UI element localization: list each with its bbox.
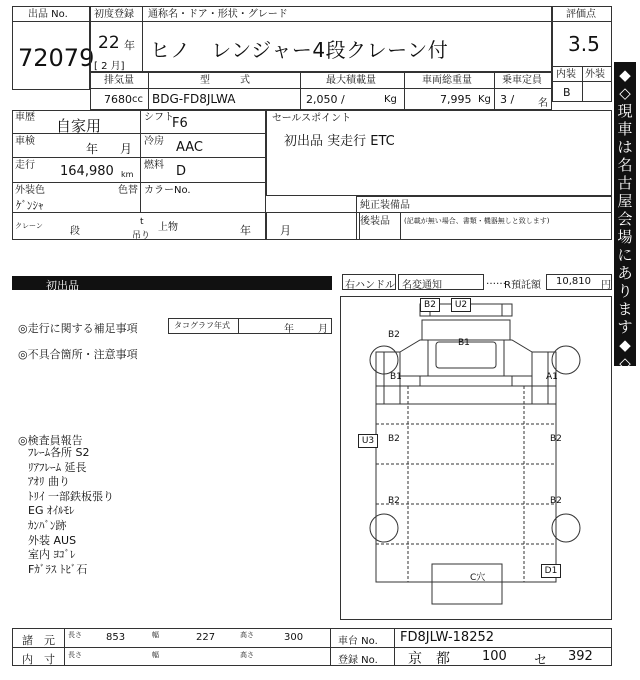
report-item: 室内 ﾖｺﾞﾚ <box>28 548 76 562</box>
report-item: EG ｵｲﾙﾓﾚ <box>28 504 75 518</box>
gross-weight-unit: Kg <box>478 94 491 105</box>
grade-label: 評価点 <box>566 9 596 20</box>
mark-d1: D1 <box>541 564 561 578</box>
banner-char: に <box>617 246 633 264</box>
model-type: BDG-FD8JLWA <box>152 92 236 106</box>
mark-b2-left-front: B2 <box>388 330 400 340</box>
first-reg-month: [ 2 月] <box>94 61 125 72</box>
banner-char: 古 <box>617 174 633 192</box>
inner-height-label: 高さ <box>240 651 254 659</box>
color-value: ｹﾞﾝｼｬ <box>16 199 44 212</box>
report-item: 外装 AUS <box>28 533 77 547</box>
mark-u2-top: U2 <box>451 298 471 312</box>
model-name-label: 通称名・ドア・形状・グレード <box>148 9 288 20</box>
banner-char: 会 <box>617 210 633 228</box>
travel-notes-label: ◎走行に関する補足事項 <box>18 322 138 335</box>
width-value: 227 <box>196 632 216 643</box>
displacement-unit: cc <box>132 94 143 105</box>
history-value: 自家用 <box>56 117 102 135</box>
banner-char: ◇ <box>619 354 631 372</box>
mark-b2-bed-right: B2 <box>550 434 562 444</box>
steering-value: 右ハンドル <box>345 280 395 291</box>
interior-grade: B <box>563 86 571 99</box>
tachograph-label: タコグラフ年式 <box>174 321 230 330</box>
inspection-year-unit: 年 <box>86 142 99 156</box>
retrofit-note: (記載が無い場合、書類・機器無しと致します) <box>404 217 550 225</box>
inspector-report-list <box>28 446 114 577</box>
registration-label: 登録 No. <box>338 655 378 666</box>
defects-label: ◎不具合箇所・注意事項 <box>18 348 138 361</box>
banner-char: ◇ <box>619 84 631 102</box>
banner-char: 現 <box>617 102 633 120</box>
banner-char: す <box>617 318 633 336</box>
inner-dims-label: 内 寸 <box>22 653 55 666</box>
length-value: 853 <box>106 632 126 643</box>
overall-grade: 3.5 <box>568 32 600 56</box>
tachograph-month-unit: 月 <box>318 324 328 335</box>
banner-char: ま <box>617 300 633 318</box>
banner-char: は <box>617 138 633 156</box>
height-value: 300 <box>284 632 304 643</box>
crane-lift-label: 吊り <box>132 231 151 241</box>
banner-char: あ <box>617 264 633 282</box>
exterior-label: 外装 <box>585 69 605 80</box>
location-banner <box>614 62 636 372</box>
banner-char: ◆ <box>619 66 631 84</box>
inner-width-label: 幅 <box>152 651 159 659</box>
mileage-value: 164,980 <box>60 164 114 179</box>
color-number-label: カラーNo. <box>144 185 191 196</box>
inner-length-label: 長さ <box>68 651 82 659</box>
color-change-label: 色替 <box>118 185 138 196</box>
report-item: ｱｵﾘ 曲り <box>28 475 70 489</box>
mount-label: 上物 <box>158 222 178 233</box>
inspection-label: 車検 <box>15 136 35 147</box>
sales-point-label: セールスポイント <box>272 113 352 124</box>
model-name: ヒノ レンジャー4段クレーン付 <box>150 38 449 62</box>
recycle-value: 10,810 <box>556 276 591 287</box>
registration-number: 392 <box>568 649 593 664</box>
lot-label: 出品 No. <box>28 9 68 20</box>
max-load-label: 最大積載量 <box>326 75 376 86</box>
mount-month-unit: 月 <box>280 224 291 237</box>
registration-kana: セ <box>534 653 548 668</box>
displacement-label: 排気量 <box>104 75 134 86</box>
retrofit-label: 後装品 <box>360 216 390 227</box>
dims-label: 諸 元 <box>22 634 55 647</box>
displacement-value: 7680 <box>104 93 132 106</box>
registration-area: 京 都 <box>408 651 450 667</box>
banner-char: 場 <box>617 228 633 246</box>
mark-b1-left: B1 <box>390 372 402 382</box>
interior-label: 内装 <box>556 69 576 80</box>
length-label: 長さ <box>68 631 82 639</box>
ac-label: 冷房 <box>144 136 164 147</box>
shift-value: F6 <box>172 116 188 131</box>
first-reg-label: 初度登録 <box>94 9 134 20</box>
report-item: ｶﾝﾊﾞﾝ跡 <box>28 518 67 532</box>
crane-label: クレーン <box>15 222 43 230</box>
mark-b2-bed-left: B2 <box>388 434 400 444</box>
crane-stage-unit: 段 <box>70 226 80 237</box>
registration-class: 100 <box>482 649 507 664</box>
width-label: 幅 <box>152 631 159 639</box>
first-reg-year: 22 <box>98 33 120 53</box>
tachograph-year-unit: 年 <box>284 324 294 335</box>
gross-weight-label: 車両総重量 <box>422 75 472 86</box>
fuel-value: D <box>176 164 187 179</box>
mark-a1-right: A1 <box>546 372 558 382</box>
mark-b2-rear-left: B2 <box>388 496 400 506</box>
gross-weight-value: 7,995 <box>440 93 472 106</box>
capacity-value: 3 / <box>500 93 515 106</box>
banner-char: り <box>617 282 633 300</box>
inspector-report-label: ◎検査員報告 <box>18 434 83 447</box>
mark-b2-rear-right: B2 <box>550 496 562 506</box>
name-change-label: 名変通知 <box>402 280 442 291</box>
mount-year-unit: 年 <box>240 224 251 237</box>
sales-point-text: 初出品 実走行 ETC <box>284 134 395 149</box>
mark-b1-cab: B1 <box>458 338 470 348</box>
banner-char: 名 <box>617 156 633 174</box>
capacity-label: 乗車定員 <box>502 75 542 86</box>
recycle-unit: 円 <box>601 280 611 291</box>
history-label: 車歴 <box>15 112 35 123</box>
mileage-unit: km <box>121 170 134 179</box>
name-change-dots: …… <box>486 276 506 287</box>
mark-b2-top: B2 <box>420 298 440 312</box>
first-listing-text: 初出品 <box>46 279 79 292</box>
shift-label: シフト <box>144 112 174 123</box>
report-item: ﾘｱﾌﾚｰﾑ 延長 <box>28 460 87 474</box>
recycle-label: R預託額 <box>504 280 541 291</box>
chassis-label: 車台 No. <box>338 636 378 647</box>
mark-u3-left: U3 <box>358 434 378 448</box>
chassis-number: FD8JLW-18252 <box>400 630 495 645</box>
capacity-unit: 名 <box>538 98 548 109</box>
mileage-label: 走行 <box>15 160 35 171</box>
report-item: Fｶﾞﾗｽ ﾄﾋﾞ石 <box>28 562 88 576</box>
color-label: 外装色 <box>15 185 45 196</box>
fuel-label: 燃料 <box>144 160 164 171</box>
first-reg-year-unit: 年 <box>124 39 135 52</box>
details-box <box>12 110 266 240</box>
report-item: ﾄﾘｲ 一部鉄板張り <box>28 489 114 503</box>
height-label: 高さ <box>240 631 254 639</box>
type-label: 型 式 <box>200 75 250 86</box>
ac-value: AAC <box>176 140 203 155</box>
max-load-unit: Kg <box>384 94 397 105</box>
crane-tonnage-unit: t <box>140 217 144 227</box>
genuine-equipment-label: 純正装備品 <box>360 200 410 211</box>
lot-number: 72079 <box>18 44 95 72</box>
mark-c-hole: C穴 <box>470 573 486 583</box>
banner-char: 屋 <box>617 192 633 210</box>
banner-char: 車 <box>617 120 633 138</box>
inspection-month-unit: 月 <box>120 142 133 156</box>
report-item: ﾌﾚｰﾑ各所 S2 <box>28 446 90 459</box>
banner-char: ◆ <box>619 336 631 354</box>
max-load-value: 2,050 / <box>306 93 345 106</box>
